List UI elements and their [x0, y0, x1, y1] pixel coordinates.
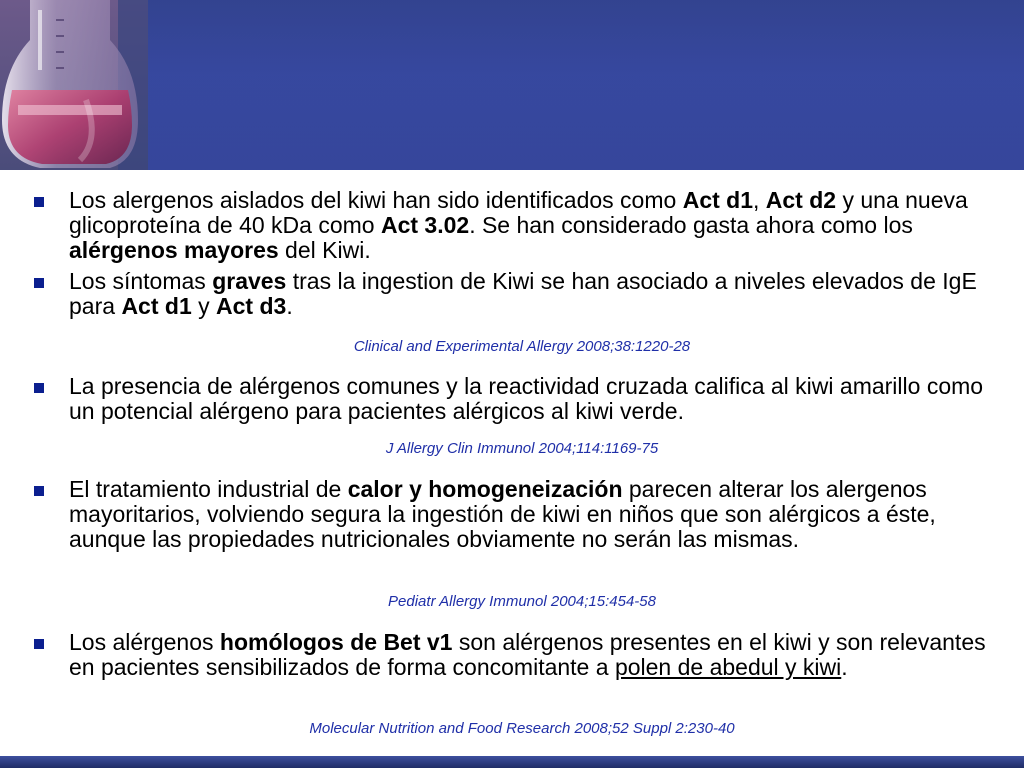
bold-text: Act d1 — [121, 293, 192, 319]
bold-text: alérgenos mayores — [69, 237, 279, 263]
text-run: . — [286, 293, 293, 319]
underlined-text: polen de abedul y kiwi — [614, 654, 842, 680]
footer-bar — [0, 756, 1024, 768]
text-run: . Se han considerado gasta ahora como los — [469, 212, 913, 238]
flask-image — [0, 0, 148, 170]
citation: Molecular Nutrition and Food Research 2008;52 Suppl 2:230-40 — [309, 720, 735, 737]
text-run: y una nueva glicoproteína de 40 kDa como — [69, 187, 968, 238]
bullet-text — [69, 630, 1009, 680]
text-run: y — [191, 293, 217, 319]
bullet-square-icon — [34, 486, 44, 496]
citation: J Allergy Clin Immunol 2004;114:1169-75 — [385, 440, 659, 457]
bold-text: Act 3.02 — [380, 212, 470, 238]
text-run: Los síntomas — [69, 268, 213, 294]
text-run: tras la ingestion de Kiwi se han asociado a niveles elevados de IgE para — [69, 268, 977, 319]
bold-text: calor y homogeneización — [347, 476, 623, 502]
bold-text: Act d2 — [765, 187, 837, 213]
bullet-square-icon — [34, 278, 44, 288]
bold-text: graves — [212, 268, 287, 294]
header-banner — [0, 0, 1024, 170]
text-run: parecen alterar los alergenos mayoritarios, volviendo segura la ingestión de kiwi en niños que son alérgicos a éste, aunque las propiedades nutricionales obviamente no serán las mismas. — [69, 476, 936, 552]
citation: Clinical and Experimental Allergy 2008;38:1220-28 — [353, 338, 691, 355]
bullet-text — [69, 188, 1009, 263]
text-run: son alérgenos presentes en el kiwi y son relevantes en pacientes sensibilizados de forma concomitante a — [69, 629, 986, 680]
bullet-text — [69, 269, 1009, 319]
text-run: del Kiwi. — [278, 237, 371, 263]
bold-text: Act d3 — [216, 293, 287, 319]
bold-text: homólogos de Bet v1 — [219, 629, 453, 655]
text-run: La presencia de alérgenos comunes y la reactividad cruzada califica al kiwi amarillo como un potencial alérgeno para pacientes alérgicos al kiwi verde. — [69, 373, 984, 424]
text-run: , — [753, 187, 766, 213]
bold-text: Act d1 — [682, 187, 753, 213]
banner-shading — [148, 0, 1024, 170]
bullet-text — [69, 374, 1009, 424]
text-run: . — [841, 654, 848, 680]
text-run: Los alergenos aislados del kiwi han sido identificados como — [69, 187, 683, 213]
bullet-text — [69, 477, 1009, 552]
bullet-square-icon — [34, 639, 44, 649]
text-run: Los alérgenos — [69, 629, 220, 655]
citation: Pediatr Allergy Immunol 2004;15:454-58 — [388, 593, 656, 610]
bullet-square-icon — [34, 383, 44, 393]
bullet-square-icon — [34, 197, 44, 207]
text-run: El tratamiento industrial de — [69, 476, 348, 502]
